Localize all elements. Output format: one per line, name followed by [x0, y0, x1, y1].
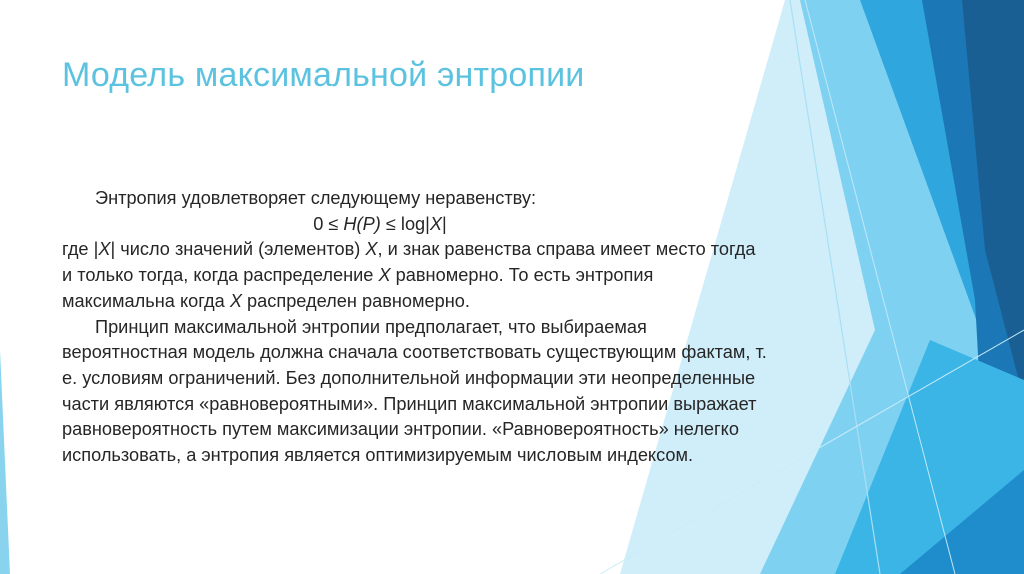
principle-paragraph: Принцип максимальной энтропии предполагает, что выбираемая вероятностная модель должна сначала соответствовать существующим фактам, т. е. условиям ограничений. Без дополнительной информации эти неопределенные части являются «равновероятными». Принцип максимальной энтропии выражает равновероятность путем максимизации энтропии. «Равновероятность» нелегко использовать, а энтропия является оптимизируемым числовым индексом. — [62, 316, 767, 466]
formula-middle: ≤ log| — [380, 213, 430, 234]
def-var-b: X — [98, 239, 111, 260]
def-text-e: , и знак равенства справа имеет место тогда и только тогда, когда распределение — [62, 239, 756, 286]
deco-left-sliver — [0, 350, 10, 574]
def-text-i: распределен равномерно. — [241, 290, 470, 311]
slide-title: Модель максимальной энтропии — [62, 56, 585, 94]
definition-paragraph — [62, 237, 770, 314]
def-text-c: | число значений (элементов) — [110, 239, 366, 260]
def-var-d: X — [365, 239, 378, 260]
formula-var: X — [429, 213, 443, 234]
formula-func: H(P) — [343, 213, 381, 234]
def-var-h: X — [229, 290, 242, 311]
entropy-formula — [62, 212, 770, 238]
formula-suffix: | — [442, 213, 447, 234]
formula-prefix: 0 ≤ — [313, 213, 344, 234]
slide-body — [62, 186, 770, 469]
def-text-a: где | — [62, 239, 99, 260]
def-text-g: равномерно. То есть энтропия максимальна когда — [62, 265, 654, 311]
def-var-f: X — [378, 265, 391, 286]
intro-line: Энтропия удовлетворяет следующему неравенству: — [95, 188, 537, 208]
